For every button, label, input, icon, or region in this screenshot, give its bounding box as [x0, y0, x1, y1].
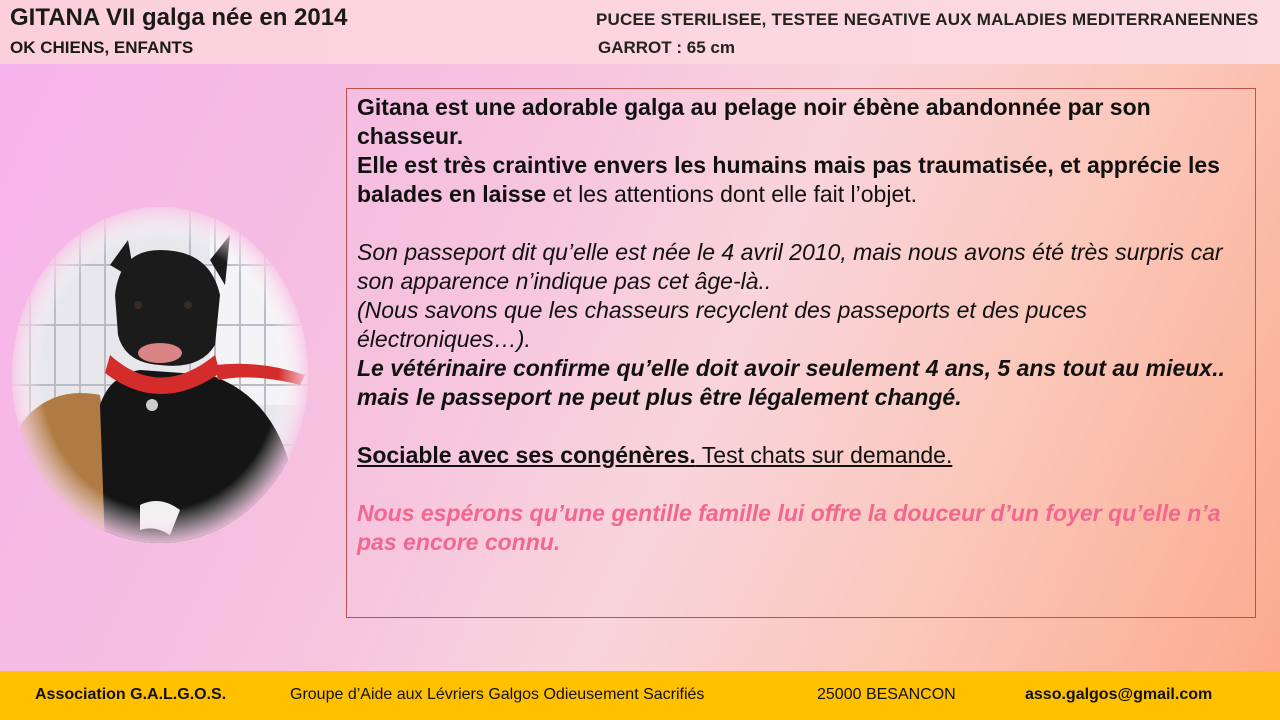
- description-box: [346, 88, 1256, 618]
- contact-email[interactable]: asso.galgos@gmail.com: [1025, 686, 1213, 703]
- withers-height: GARROT : 65 cm: [598, 38, 735, 57]
- health-status: PUCEE STERILISEE, TESTEE NEGATIVE AUX MALADIES MEDITERRANEENNES: [596, 10, 1259, 29]
- header-band: [0, 0, 1280, 64]
- temperament-rest: et les attentions dont elle fait l’objet.: [546, 181, 918, 207]
- association-name: Association G.A.L.G.O.S.: [35, 686, 227, 703]
- dog-photo-icon: [10, 205, 310, 545]
- temperament-bold: Elle est très craintive envers les humains mais pas traumatisée, et apprécie les balades en laisse: [357, 152, 1220, 207]
- vet-paragraph: Le vétérinaire confirme qu’elle doit avoir seulement 4 ans, 5 ans tout au mieux.. mais le passeport ne peut plus être légalement changé.: [357, 355, 1225, 410]
- sociability-paragraph: [357, 441, 1245, 470]
- sociability-bold: Sociable avec ses congénères.: [357, 442, 696, 468]
- association-city: 25000 BESANCON: [817, 686, 956, 703]
- closing-wish: Nous espérons qu’une gentille famille lui offre la douceur d’un foyer qu’elle n’a pas encore connu.: [357, 500, 1221, 555]
- association-full-name: Groupe d’Aide aux Lévriers Galgos Odieusement Sacrifiés: [290, 686, 705, 703]
- footer-band: [0, 671, 1280, 720]
- cat-test-note: Test chats sur demande.: [695, 442, 953, 468]
- page-title: GITANA VII galga née en 2014: [10, 4, 348, 31]
- compatibility-note: OK CHIENS, ENFANTS: [10, 38, 194, 57]
- recycling-note: (Nous savons que les chasseurs recyclent des passeports et des puces électroniques…).: [357, 297, 1087, 352]
- passport-paragraph: Son passeport dit qu’elle est née le 4 avril 2010, mais nous avons été très surpris car son apparence n’indique pas cet âge-là..: [357, 239, 1223, 294]
- temperament-paragraph: [357, 151, 1245, 209]
- intro-paragraph: Gitana est une adorable galga au pelage noir ébène abandonnée par son chasseur.: [357, 94, 1151, 149]
